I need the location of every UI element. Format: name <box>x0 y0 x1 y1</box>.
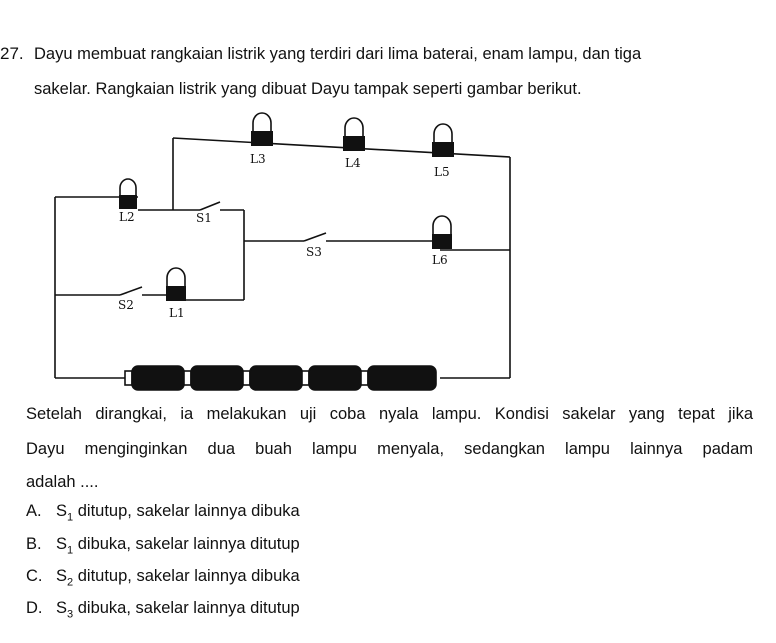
switch-s2-blade <box>120 287 142 295</box>
battery-4 <box>302 366 361 390</box>
option-c-letter: C. <box>26 567 43 585</box>
option-b-subscript: 1 <box>67 544 74 557</box>
option-d-subscript: 3 <box>67 608 74 621</box>
option-d-letter: D. <box>26 599 43 617</box>
battery-1 <box>125 366 184 390</box>
wire-top <box>173 138 510 157</box>
label-L1: L1 <box>169 306 185 320</box>
option-d-switch: S <box>56 599 68 617</box>
label-L5: L5 <box>434 165 450 179</box>
question-body-line-2: Dayu menginginkan dua buah lampu menyala, sedangkan lampu lainnya padam <box>26 440 753 458</box>
option-a-text: ditutup, sakelar lainnya dibuka <box>77 502 300 520</box>
question-body-line-1: Setelah dirangkai, ia melakukan uji coba nyala lampu. Kondisi sakelar yang tepat jika <box>26 405 753 423</box>
question-intro-line-1: Dayu membuat rangkaian listrik yang terdiri dari lima baterai, enam lampu, dan tiga <box>34 45 642 63</box>
label-L3: L3 <box>250 152 266 166</box>
circuit-diagram <box>40 105 520 395</box>
question-intro-line-2: sakelar. Rangkaian listrik yang dibuat Dayu tampak seperti gambar berikut. <box>34 80 582 98</box>
label-L2: L2 <box>119 210 135 224</box>
option-c-text: ditutup, sakelar lainnya dibuka <box>77 567 300 585</box>
option-a-switch: S <box>56 502 68 520</box>
lamp-L5 <box>432 124 454 157</box>
switch-s1-blade <box>200 202 220 210</box>
lamp-L4 <box>343 118 365 151</box>
option-d[interactable] <box>26 599 300 620</box>
option-a[interactable] <box>26 502 300 523</box>
option-b[interactable] <box>26 535 300 556</box>
option-a-subscript: 1 <box>67 511 74 524</box>
question-number: 27. <box>0 44 24 63</box>
battery-pack <box>125 366 436 390</box>
option-b-text: dibuka, sakelar lainnya ditutup <box>77 535 300 553</box>
question-body-line-3: adalah .... <box>26 473 99 491</box>
label-S3: S3 <box>306 245 322 259</box>
battery-3 <box>243 366 302 390</box>
option-b-switch: S <box>56 535 68 553</box>
lamp-L6 <box>432 216 452 249</box>
option-d-text: dibuka, sakelar lainnya ditutup <box>77 599 300 617</box>
label-S1: S1 <box>196 211 212 225</box>
option-c-switch: S <box>56 567 68 585</box>
battery-5 <box>361 366 436 390</box>
lamp-L1 <box>166 268 186 301</box>
option-c[interactable] <box>26 567 300 588</box>
battery-2 <box>184 366 243 390</box>
lamp-L2 <box>119 179 137 209</box>
option-c-subscript: 2 <box>67 576 74 589</box>
switch-s3-blade <box>304 233 326 241</box>
lamp-L3 <box>251 113 273 146</box>
label-L4: L4 <box>345 156 361 170</box>
label-L6: L6 <box>432 253 448 267</box>
option-a-letter: A. <box>26 502 42 520</box>
label-S2: S2 <box>118 298 134 312</box>
option-b-letter: B. <box>26 535 42 553</box>
